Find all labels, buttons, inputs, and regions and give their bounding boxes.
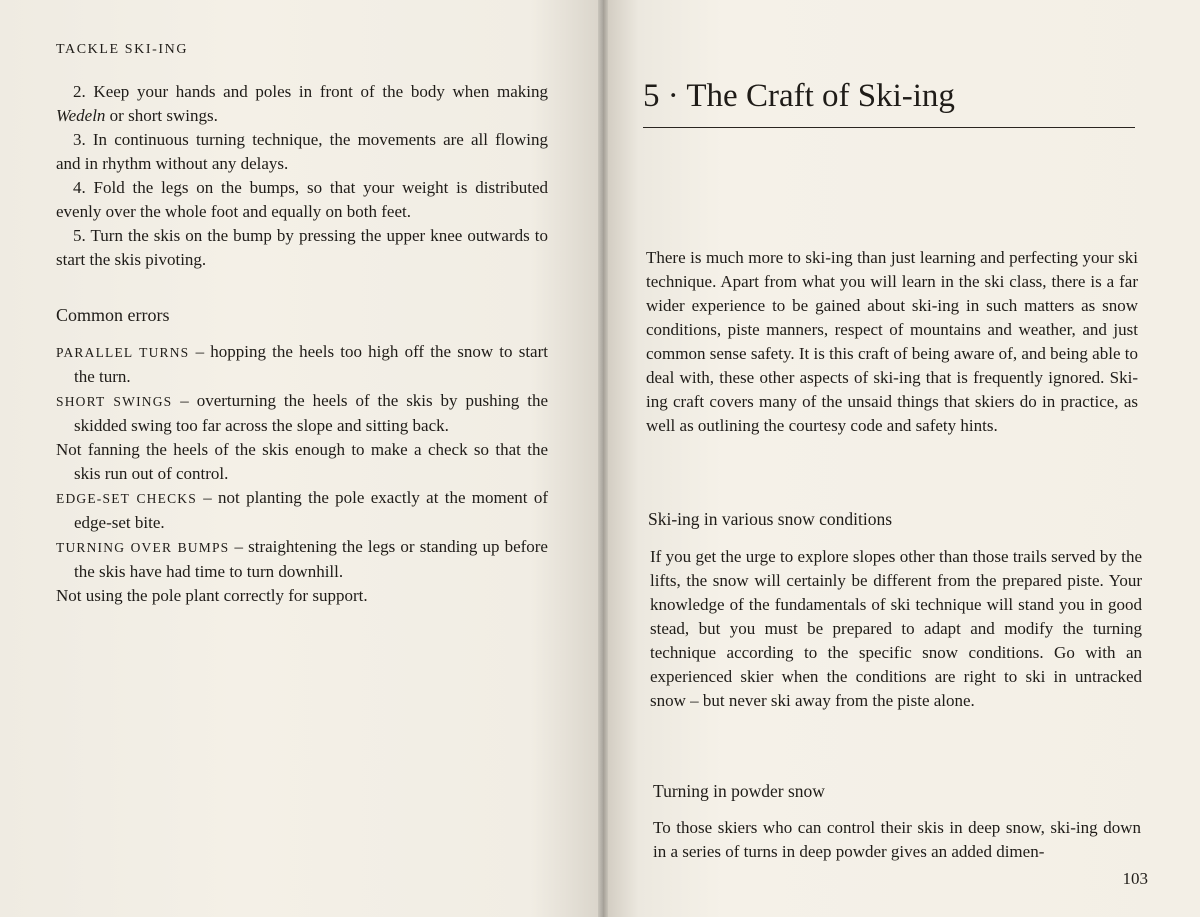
- error-text: Not using the pole plant correctly for support.: [56, 586, 368, 605]
- powder-snow-paragraph: To those skiers who can control their skis in deep snow, ski-ing down in a series of turns in deep powder gives an added dimen-: [653, 818, 1141, 861]
- chapter-rule: [643, 127, 1135, 128]
- chapter-title: 5 · The Craft of Ski-ing: [643, 78, 955, 114]
- error-item: [56, 389, 548, 438]
- running-head: TACKLE SKI-ING: [56, 42, 189, 57]
- error-item: [56, 584, 548, 608]
- list-item: [56, 128, 548, 176]
- numbered-list: [56, 80, 548, 272]
- error-item: [56, 486, 548, 535]
- error-label: TURNING OVER BUMPS: [56, 540, 230, 555]
- page-number: 103: [1122, 869, 1148, 888]
- error-text: Not fanning the heels of the skis enough to make a check so that the skis run out of control.: [56, 440, 548, 483]
- list-item-italic: Wedeln: [56, 106, 106, 125]
- powder-snow-heading: Turning in powder snow: [653, 781, 825, 801]
- error-item: [56, 340, 548, 389]
- errors-list: [56, 340, 548, 608]
- snow-conditions-paragraph: If you get the urge to explore slopes other than those trails served by the lifts, the snow will certainly be different from the prepared piste. Your knowledge of the fundamentals of ski technique will stand you in good stead, but you must be prepared to adapt and modify the turning technique according to the specific snow conditions. Go with an experienced skier when the conditions are right to ski in untracked snow – but never ski away from the piste alone.: [650, 547, 1142, 710]
- list-item-text: 5. Turn the skis on the bump by pressing the upper knee outwards to start the skis pivoting.: [56, 226, 548, 269]
- error-item: [56, 535, 548, 584]
- list-item: [56, 80, 548, 128]
- list-item-text: 2. Keep your hands and poles in front of the body when making: [73, 82, 548, 101]
- error-item: [56, 438, 548, 486]
- book-gutter: [598, 0, 608, 917]
- error-label: EDGE-SET CHECKS: [56, 491, 197, 506]
- error-text: – straightening the legs or standing up before the skis have had time to turn downhill.: [74, 537, 548, 581]
- snow-conditions-heading: Ski-ing in various snow conditions: [648, 509, 893, 529]
- list-item-text-end: or short swings.: [105, 106, 218, 125]
- error-text: – overturning the heels of the skis by pushing the skidded swing too far across the slope and sitting back.: [74, 391, 548, 435]
- section-heading: Common errors: [56, 305, 170, 325]
- list-item-text: 4. Fold the legs on the bumps, so that your weight is distributed evenly over the whole foot and equally on both feet.: [56, 178, 548, 221]
- list-item: [56, 224, 548, 272]
- error-label: SHORT SWINGS: [56, 394, 173, 409]
- error-label: PARALLEL TURNS: [56, 345, 190, 360]
- right-page: [603, 0, 1200, 917]
- error-text: – hopping the heels too high off the snow to start the turn.: [74, 342, 548, 386]
- intro-paragraph: There is much more to ski-ing than just learning and perfecting your ski technique. Apart from what you will learn in the ski class, there is a far wider experience to be gained about ski-ing in such matters as snow conditions, piste manners, respect of mountains and weather, and just common sense safety. It is this craft of being aware of, and being able to deal with, these other aspects of ski-ing that is frequently ignored. Ski-ing craft covers many of the unsaid things that skiers do in practice, as well as outlining the courtesy code and safety hints.: [646, 248, 1138, 435]
- list-item: [56, 176, 548, 224]
- list-item-text: 3. In continuous turning technique, the movements are all flowing and in rhythm without any delays.: [56, 130, 548, 173]
- error-text: – not planting the pole exactly at the moment of edge-set bite.: [74, 488, 548, 532]
